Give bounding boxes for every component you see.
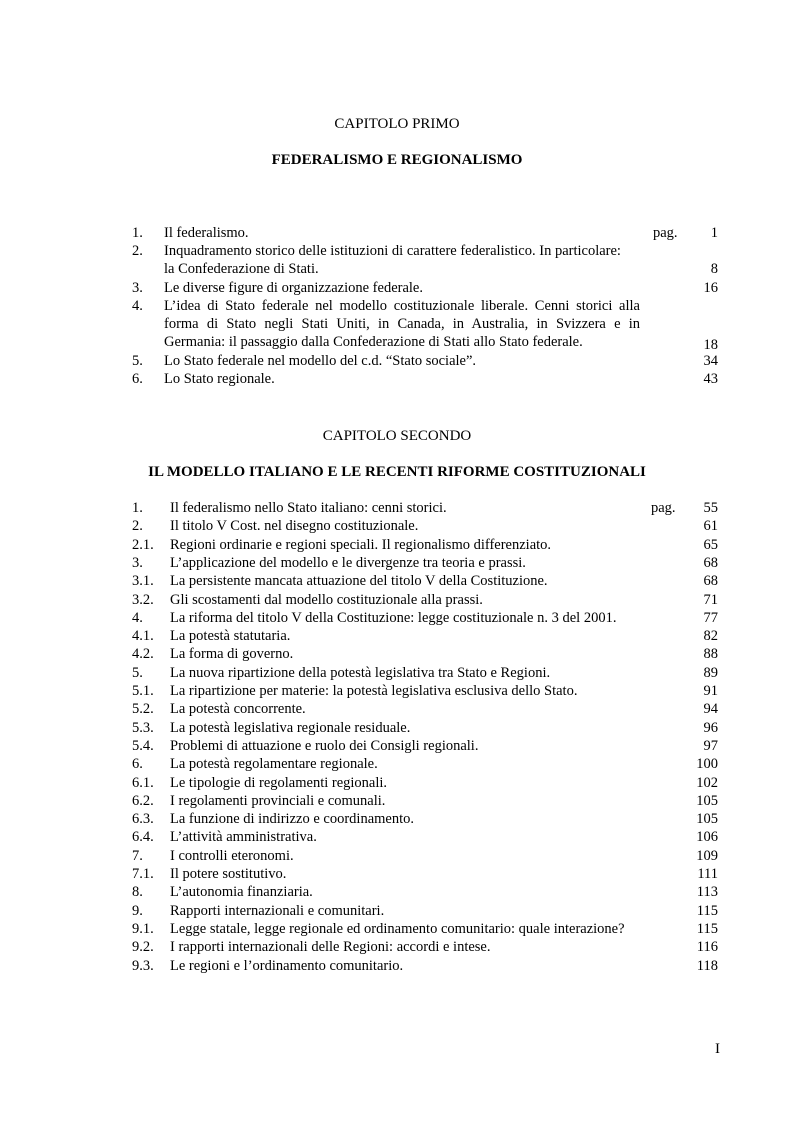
entry-number: 2. (132, 518, 143, 535)
entry-number: 9.2. (132, 939, 154, 956)
entry-title: La ripartizione per materie: la potestà legislativa esclusiva dello Stato. (170, 683, 578, 699)
entry-number: 5. (132, 353, 143, 369)
entry-title-line: Lo Stato federale nel modello del c.d. “Stato sociale”. (164, 353, 477, 369)
entry-title-line: Lo Stato regionale. (164, 371, 275, 387)
entry-title: La persistente mancata attuazione del titolo V della Costituzione. (170, 573, 548, 590)
chapter-1-title: FEDERALISMO E REGIONALISMO (271, 152, 523, 168)
entry-number: 4. (132, 298, 143, 314)
page-ref: 105 (696, 792, 718, 809)
toc-entry (0, 591, 794, 609)
toc-entry (0, 792, 794, 810)
toc-entry (0, 902, 794, 920)
toc-entry (0, 279, 794, 297)
entry-title: La potestà legislativa regionale residuale. (170, 719, 411, 736)
toc-entry (0, 627, 794, 645)
entry-title-line: forma di Stato negli Stati Uniti, in Canada, in Australia, in Svizzera e in (164, 316, 640, 332)
chapter-1-label: CAPITOLO PRIMO (334, 116, 460, 132)
entry-title: Problemi di attuazione e ruolo dei Consigli regionali. (170, 737, 479, 754)
entry-number: 9.3. (132, 957, 154, 974)
entry-title-line: Le diverse figure di organizzazione federale. (164, 280, 423, 296)
entry-title: Regioni ordinarie e regioni speciali. Il regionalismo differenziato. (170, 536, 552, 553)
toc-entry (0, 847, 794, 865)
page-ref: 115 (696, 920, 718, 937)
pag-label: pag. (653, 225, 678, 241)
page-ref: 34 (703, 353, 718, 369)
page-ref: 77 (703, 609, 718, 626)
entry-number: 7.1. (132, 866, 154, 882)
entry-title-line: Il federalismo. (164, 225, 249, 241)
page-ref: 68 (703, 554, 718, 571)
toc-entry (0, 737, 794, 755)
toc-entry (0, 682, 794, 700)
entry-number: 4.1. (132, 628, 154, 645)
page-ref: 8 (710, 261, 718, 277)
page-ref: 68 (703, 573, 718, 590)
entry-title: Legge statale, legge regionale ed ordinamento comunitario: quale interazione? (170, 920, 625, 937)
entry-number: 5.4. (132, 737, 154, 754)
entry-title: I controlli eteronomi. (170, 847, 294, 864)
entry-number: 6.2. (132, 792, 154, 809)
page-ref: 118 (696, 957, 718, 974)
toc-entry (0, 645, 794, 663)
entry-number: 3. (132, 280, 143, 296)
entry-title-line: Germania: il passaggio dalla Confederazione di Stati allo Stato federale. (164, 334, 583, 350)
page-ref: 94 (703, 701, 718, 718)
entry-title: La riforma del titolo V della Costituzione: legge costituzionale n. 3 del 2001. (170, 609, 617, 626)
entry-number: 6. (132, 756, 143, 773)
entry-number: 2.1. (132, 536, 154, 553)
entry-title: Le tipologie di regolamenti regionali. (170, 774, 388, 791)
toc-entry (0, 957, 794, 975)
toc-entry (0, 774, 794, 792)
entry-title: La nuova ripartizione della potestà legislativa tra Stato e Regioni. (170, 664, 551, 681)
entry-number: 3.1. (132, 573, 154, 590)
toc-entry (0, 242, 794, 278)
entry-number: 3. (132, 554, 143, 571)
toc-entry (0, 700, 794, 718)
toc-entry (0, 499, 794, 517)
entry-number: 3.2. (132, 591, 154, 608)
entry-number: 4. (132, 609, 143, 626)
entry-title: La potestà concorrente. (170, 701, 306, 718)
chapter-2-label: CAPITOLO SECONDO (322, 428, 472, 444)
page-ref: 16 (703, 280, 718, 296)
page-ref: 96 (703, 719, 718, 736)
entry-number: 6. (132, 371, 143, 387)
page-ref: 111 (697, 866, 718, 882)
entry-title: I regolamenti provinciali e comunali. (170, 792, 386, 809)
entry-number: 7. (132, 847, 143, 864)
page-ref: 109 (696, 847, 718, 864)
toc-entry (0, 920, 794, 938)
toc-entry (0, 554, 794, 572)
toc-entry (0, 719, 794, 737)
toc-entry (0, 517, 794, 535)
toc-entry (0, 865, 794, 883)
entry-number: 8. (132, 884, 143, 901)
page-ref: 18 (703, 337, 718, 353)
pag-label: pag. (651, 500, 676, 516)
entry-title: L’applicazione del modello e le divergenze tra teoria e prassi. (170, 554, 526, 571)
page-ref: 91 (703, 683, 718, 699)
entry-title: La potestà statutaria. (170, 628, 291, 645)
chapter-2-title: IL MODELLO ITALIANO E LE RECENTI RIFORME COSTITUZIONALI (148, 464, 646, 480)
entry-title: La potestà regolamentare regionale. (170, 756, 378, 773)
toc-entry (0, 352, 794, 370)
toc-entry (0, 224, 794, 242)
entry-title: Il federalismo nello Stato italiano: cenni storici. (170, 500, 447, 516)
page-ref: 100 (696, 756, 718, 773)
toc-entry (0, 828, 794, 846)
page-ref: 102 (696, 774, 718, 791)
page-ref: 82 (703, 628, 718, 645)
page-ref: 113 (696, 884, 718, 901)
page-ref: 115 (696, 902, 718, 919)
page-ref: 106 (696, 829, 718, 846)
entry-title: Rapporti internazionali e comunitari. (170, 902, 385, 919)
entry-number: 6.4. (132, 829, 154, 846)
toc-entry (0, 370, 794, 388)
page-ref: 116 (696, 939, 718, 956)
entry-number: 1. (132, 225, 143, 241)
page-ref: 88 (703, 646, 718, 663)
entry-number: 2. (132, 243, 143, 259)
entry-title: Il potere sostitutivo. (170, 866, 287, 882)
toc-entry (0, 883, 794, 901)
entry-number: 9. (132, 902, 143, 919)
entry-number: 6.3. (132, 811, 154, 828)
entry-number: 5. (132, 664, 143, 681)
entry-title-line: L’idea di Stato federale nel modello costituzionale liberale. Cenni storici alla (164, 298, 640, 314)
toc-entry (0, 297, 794, 351)
page-ref: 71 (703, 591, 718, 608)
entry-number: 1. (132, 500, 143, 516)
entry-title: L’attività amministrativa. (170, 829, 317, 846)
page-number: I (715, 1041, 720, 1057)
entry-number: 4.2. (132, 646, 154, 663)
entry-number: 6.1. (132, 774, 154, 791)
entry-number: 5.1. (132, 683, 154, 699)
entry-title: Il titolo V Cost. nel disegno costituzionale. (170, 518, 419, 535)
entry-title-line: la Confederazione di Stati. (164, 261, 319, 277)
page-ref: 65 (703, 536, 718, 553)
entry-number: 5.3. (132, 719, 154, 736)
toc-entry (0, 536, 794, 554)
toc-entry (0, 938, 794, 956)
entry-number: 5.2. (132, 701, 154, 718)
page-ref: 97 (703, 737, 718, 754)
entry-title: I rapporti internazionali delle Regioni: accordi e intese. (170, 939, 491, 956)
entry-title: La funzione di indirizzo e coordinamento. (170, 811, 414, 828)
entry-title: L’autonomia finanziaria. (170, 884, 313, 901)
toc-entry (0, 755, 794, 773)
page-ref: 43 (703, 371, 718, 387)
toc-entry (0, 664, 794, 682)
toc-entry (0, 810, 794, 828)
entry-title: La forma di governo. (170, 646, 294, 663)
page-ref: 61 (703, 518, 718, 535)
entry-title: Le regioni e l’ordinamento comunitario. (170, 957, 404, 974)
toc-entry (0, 609, 794, 627)
toc-entry (0, 572, 794, 590)
page-ref: 105 (696, 811, 718, 828)
entry-number: 9.1. (132, 920, 154, 937)
entry-title: Gli scostamenti dal modello costituzionale alla prassi. (170, 591, 483, 608)
page-ref: 1 (710, 225, 718, 241)
page-ref: 55 (703, 500, 718, 516)
entry-title-line: Inquadramento storico delle istituzioni di carattere federalistico. In particolare: (164, 243, 621, 259)
page-ref: 89 (703, 664, 718, 681)
